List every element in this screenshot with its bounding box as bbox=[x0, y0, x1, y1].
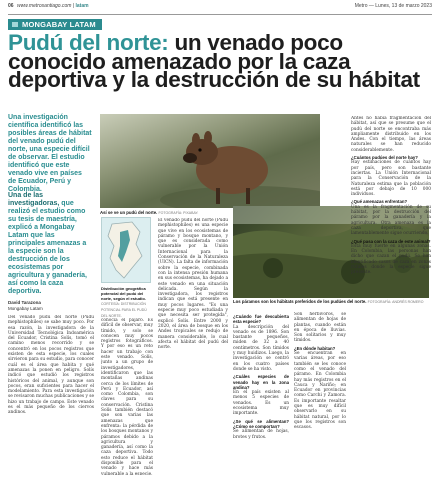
section-name: latam bbox=[75, 3, 89, 9]
section-banner bbox=[8, 19, 102, 30]
map-credit: CORTESÍA: DISTRIBUCIÓN POTENCIAL PARA EL PUDÚ DEL NORTE. bbox=[101, 302, 147, 318]
column-5-text: Son herbívoros, se alimentan de hojas de plantas, cuando están en época de lluvias. Son solitarios y muy tímidos. bbox=[294, 312, 346, 344]
banner-square-icon bbox=[12, 22, 18, 27]
sidebar-question-2: ¿Qué amenazas enfrentan? bbox=[351, 199, 408, 205]
distribution-map bbox=[101, 217, 151, 283]
edition-name: Metro bbox=[354, 3, 368, 9]
author-name: David Tarazona bbox=[8, 300, 41, 305]
column-2-text: conocía el pájaro. Es difícil de observar, muy tímido, y solo se conocen muy pocos registros fotográficos. Y por eso es un reto hacer un trabajo con este venado. Solís, junto a un grupo de investigadores, identificaron que las montañas andinas cerca de los límites de Perú y Ecuador, así como Colombia, son claves para su conservación. Cristina Solís también destacó que son varias las amenazas que enfrenta: la pérdida de los bosques montanos y páramos debido a la agricultura y ganadería, así como la caza deportiva. Todo esto reduce el hábitat disponible para el venado y hace más vulnerable a la especie. bbox=[101, 318, 153, 475]
answer-3: Se alimentan de hojas, brotes y frutos. bbox=[233, 429, 289, 440]
photo-2-credit: FOTOGRAFÍA: ANDRÉS ROMERO bbox=[367, 300, 424, 304]
lead-paragraph-2 bbox=[8, 192, 92, 296]
photo-1-caption-text: Así se ve un pudú del norte. bbox=[100, 210, 158, 215]
question-2: ¿Cuáles especies de venado hay en la zona andina? bbox=[233, 374, 289, 390]
map-illustration bbox=[102, 218, 150, 282]
article-column-1 bbox=[8, 315, 94, 475]
author-outlet: Mongabay Latam bbox=[8, 306, 43, 311]
question-1: ¿Cuándo fue descubierta esta especie? bbox=[233, 314, 289, 325]
sidebar-answer-1: Hay estimaciones de cuántos hay por país, pero son bastante inciertas. La Unión Internacional para la Conservación de la Naturaleza estima que la población está por debajo de 10 000 individuos. bbox=[351, 160, 431, 198]
site-url[interactable]: www.metrosantiago.com bbox=[16, 3, 72, 9]
deer-photo bbox=[100, 114, 320, 208]
map-caption-text: Distribución geográfica potencial del pudú del norte, según el estudio. bbox=[101, 286, 146, 301]
lead-text-1: Una investigación científica identificó las posibles áreas de hábitat del venado pudú del norte, una especie difícil de observar. El estudio identificó que este venado vive en países de Ecuador, Perú y Colombia. bbox=[8, 114, 92, 193]
sidebar-answer-2: Una es la fragmentación de su hábitat, por la destrucción del páramo por la ganadería y la agricultura. Otra amenaza es la caza deportiva, que lamentablemente sigue ocurriendo. bbox=[351, 204, 431, 237]
article-column-3 bbox=[158, 218, 228, 475]
headline-highlight: Pudú del norte: bbox=[8, 30, 169, 55]
answer-1: La descripción del venado es de 1896. Son bastante pequeños, miden de 32 a 40 centímetros. Son tímidos y muy huidizos. Luego, la investigación se centró en los cuatro países donde se ha visto. bbox=[233, 324, 289, 372]
article-headline bbox=[8, 30, 432, 92]
page-header: 06 www.metrosantiago.com | latam Metro — Lunes, 13 de marzo 2023 bbox=[8, 3, 432, 9]
article-column-5 bbox=[294, 312, 346, 475]
column-3-text: El venado pudú del norte (Pudu mephistophiles) es una especie que vive en los ecosistemas de páramo y bosque montano, y que es considerada como vulnerable por la Unión Internacional para la Conservación de la Naturaleza (UICN). La falta de información sobre la especie, combinada con la intensa presión humana en sus ecosistemas, ha dejado a este venado en una situación delicada. Según la investigadora, los registros indican que está presente en muy pocos lugares. "Es una especie muy poco estudiada y que necesita ser protegida", explicó Solís. Entre 2000 y 2020, el área de bosque en los Andes tropicales se redujo de manera considerable, lo cual afecta el hábitat del pudú del norte. bbox=[158, 218, 228, 351]
question-3: ¿Se qué se alimentan? ¿Cómo se comportan? bbox=[233, 418, 289, 429]
article-column-2 bbox=[101, 318, 153, 475]
column-5-question: ¿En dónde habitan? bbox=[294, 345, 336, 351]
article-column-6 bbox=[351, 116, 431, 471]
map-caption bbox=[101, 286, 153, 319]
header-rule bbox=[8, 14, 432, 15]
column-5-answer: Se encuentran en varias áreas, por eso también se les conoce como el venado del páramo. En Colombia hay más registros en el Cauca y Nariño; en Ecuador en provincias como Carchi y Zamora. Es importante resaltar que es muy difícil observarlo en su hábitat natural, por lo que los registros son escasos. bbox=[294, 351, 346, 431]
deer-illustration bbox=[100, 114, 320, 208]
sidebar-question-3: ¿Qué pasa con la caza de este animal? bbox=[351, 238, 431, 244]
column-1-text: Del venado pudú del norte (Pudu mephistophiles) se sabe muy poco. Por esa razón, la investigadora de la Universidad Tecnológica Indoamérica del Ecuador, Cristina Solís, tomó el camino menos recorrido y se concentró en los pocos registros que existen de esta especie, los cuales sirvieron para su estudio, para conocer cuál es el área que habita y qué amenazas la ponen en peligro. Solís indicó que estudió los registros históricos del animal, y aunque son pocos, eran suficientes para hacer el modelamiento. Para esta investigación se revisaron muchas publicaciones y se hizo un trabajo de campo. Este venado es el más pequeño de los ciervos andinos. bbox=[8, 315, 94, 416]
lead-strong-2: Una de las investigadoras, bbox=[8, 192, 60, 207]
banner-label: MONGABAY LATAM bbox=[22, 20, 96, 29]
sidebar-question-1: ¿Cuántos pudúes del norte hay? bbox=[351, 155, 418, 161]
photo-1-credit: FOTOGRAFÍA: PIXABAY. bbox=[158, 211, 199, 215]
lead-text-2: que realizó el estudio como su tesis de maestría, explicó a Mongabay Latam que las principales amenazas a la especie son la destrucción de los ecosistemas por agricultura y ganadería, así como la caza deportiva. bbox=[8, 200, 87, 295]
page-number: 06 bbox=[8, 3, 14, 9]
publish-date: Lunes, 13 de marzo 2023 bbox=[375, 3, 432, 9]
sidebar-answer-3: Está muy fuerte en algunas zonas. En Colombia, las personas han dicho que cazan el pudú. Se han identificado casos de caza en zonas rurales donde la especie sigue presente. bbox=[351, 243, 431, 276]
lead-paragraph-1 bbox=[8, 114, 92, 194]
answer-2: En el país existen al menos 5 especies de venados. Es un ecosistema muy importante. bbox=[233, 390, 289, 417]
photo-2-caption-text: Los páramos son los hábitats preferidos de los pudúes del norte. bbox=[233, 299, 367, 304]
edition-date: Metro — Lunes, 13 de marzo 2023 bbox=[354, 3, 432, 9]
sidebar-intro: Antes no había fragmentación del hábitat, así que se presume que el pudú del norte se encontraba más ampliamente distribuido en los Andes. Con el tiempo, las áreas naturales se han reducido considerablemente. bbox=[351, 116, 431, 153]
headline-rest: un venado poco conocido amenazado por la caza deportiva y la destrucción de su hábitat bbox=[8, 30, 420, 92]
article-column-4 bbox=[233, 312, 289, 475]
byline bbox=[8, 300, 92, 312]
